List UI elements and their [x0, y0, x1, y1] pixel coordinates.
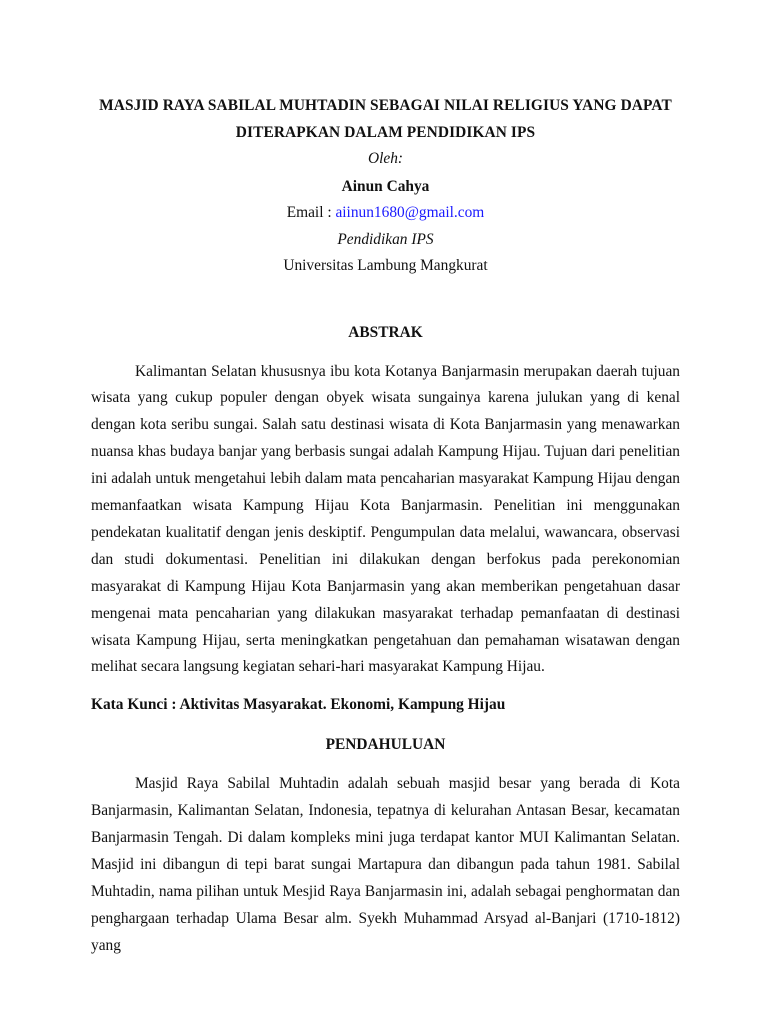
email-label: Email : — [286, 204, 336, 221]
university: Universitas Lambung Mangkurat — [283, 257, 488, 274]
email-link[interactable]: aiinun1680@gmail.com — [335, 204, 485, 221]
author-name: Ainun Cahya — [341, 177, 430, 195]
abstract-body: Kalimantan Selatan khususnya ibu kota Kotanya Banjarmasin merupakan daerah tujuan wisata yang cukup populer dengan obyek wisata sungainya karena julukan yang di kenal dengan kota seribu sungai. Salah satu destinasi wisata di Kota Banjarmasin yang menawarkan nuansa khas budaya banjar yang berbasis sungai adalah Kampung Hijau. Tujuan dari penelitian ini adalah untuk mengetahui lebih dalam mata pencaharian masyarakat Kampung Hijau dengan memanfaatkan wisata Kampung Hijau Kota Banjarmasin. Penelitian ini menggunakan pendekatan kualitatif dengan jenis deskiptif. Pengumpulan data melalui, wawancara, observasi dan studi dokumentasi. Penelitian ini dilakukan dengan berfokus pada perekonomian masyarakat di Kampung Hijau Kota Banjarmasin yang akan memberikan pengetahuan dasar mengenai mata pencaharian yang dilakukan masyarakat terhadap pemanfaatan di destinasi wisata Kampung Hijau, serta meningkatkan pengetahuan dan pemahaman wisatawan dengan melihat secara langsung kegiatan sehari-hari masyarakat Kampung Hijau. — [91, 362, 680, 676]
introduction-body: Masjid Raya Sabilal Muhtadin adalah sebuah masjid besar yang berada di Kota Banjarmasin, Kalimantan Selatan, Indonesia, tepatnya di kelurahan Antasan Besar, kecamatan Banjarmasin Tengah. Di dalam kompleks mini juga terdapat kantor MUI Kalimantan Selatan. Masjid ini dibangun di tepi barat sungai Martapura dan dibangun pada tahun 1981. Sabilal Muhtadin, nama pilihan untuk Mesjid Raya Banjarmasin ini, adalah sebagai penghormatan dan penghargaan terhadap Ulama Besar alm. Syekh Muhammad Arsyad al-Banjari (1710-1812) yang — [91, 775, 680, 954]
paper-title-line-2: DITERAPKAN DALAM PENDIDIKAN IPS — [235, 124, 536, 141]
abstract-heading: ABSTRAK — [348, 323, 423, 341]
keywords: Kata Kunci : Aktivitas Masyarakat. Ekonomi, Kampung Hijau — [91, 696, 506, 714]
introduction-heading: PENDAHULUAN — [325, 736, 446, 754]
email-line — [91, 200, 680, 227]
paper-title-line-1: MASJID RAYA SABILAL MUHTADIN SEBAGAI NILAI RELIGIUS YANG DAPAT — [99, 97, 672, 114]
by-label: Oleh: — [367, 150, 404, 167]
department: Pendidikan IPS — [337, 230, 434, 248]
